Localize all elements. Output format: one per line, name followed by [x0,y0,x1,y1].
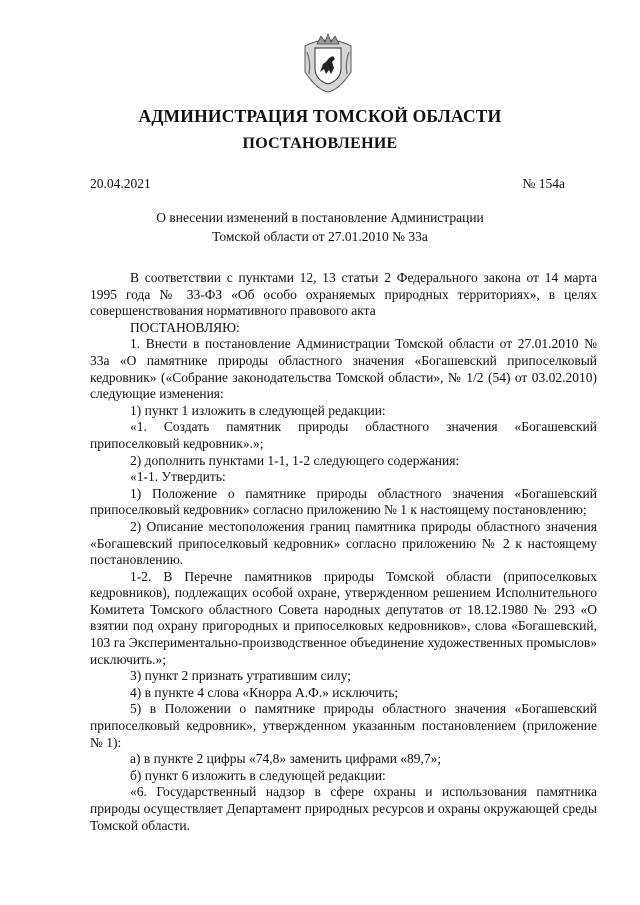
body-paragraph: «1-1. Утвердить: [130,469,226,485]
body-paragraph: 4) в пункте 4 слова «Кнорра А.Ф.» исключить; [130,684,399,700]
body-paragraph: 1) Положение о памятнике природы областного значения «Богашевский припоселковый кедровник» согласно приложению № 1 к настоящему постановлению; [90,485,597,518]
body-paragraph: «6. Государственный надзор в сфере охраны и использования памятника природы осуществляет Департамент природных ресурсов и охраны окружающей среды Томской области. [90,784,597,833]
body-paragraph: 2) Описание местоположения границ памятника природы областного значения «Богашевский припоселковый кедровник» согласно приложению № 2 к настоящему постановлению. [90,518,597,568]
body-paragraph: 1. Внести в постановление Администрации Томской области от 27.01.2010 № 33а «О памятнике природы областного значения «Богашевский припоселковый кедровник» («Собрание законодательства Томской области», № 1/2 (54) от 03.02.2010) следующие изменения: [90,336,597,402]
body-paragraph: 5) в Положении о памятнике природы областного значения «Богашевский припоселковый кедровник», утвержденном указанным постановлением (приложение № 1): [90,701,597,750]
document-subject [0,208,640,246]
coat-of-arms-icon [299,32,357,94]
document-type: ПОСТАНОВЛЕНИЕ [242,135,398,152]
body-paragraph: б) пункт 6 изложить в следующей редакции: [130,767,386,783]
body-paragraph: ПОСТАНОВЛЯЮ: [130,319,240,335]
subject-line: Томской области от 27.01.2010 № 33а [212,229,428,244]
body-paragraph: «1. Создать памятник природы областного значения «Богашевский припоселковый кедровник».»; [90,419,597,451]
body-paragraph: а) в пункте 2 цифры «74,8» заменить цифрами «89,7»; [130,751,442,767]
document-date: 20.04.2021 [90,176,151,191]
subject-line: О внесении изменений в постановление Администрации [156,210,484,225]
organization-title: АДМИНИСТРАЦИЯ ТОМСКОЙ ОБЛАСТИ [138,106,502,126]
body-paragraph: 1-2. В Перечне памятников природы Томской области (припоселковых кедровников), подлежащих особой охране, утвержденном решением Исполнительного Комитета Томского областного Совета народных депутатов от 18.12.1980 № 293 «О взятии под охрану пригородных и припоселковых кедровников», слова «Богашевский, 103 га Экспериментально-производственное объединение художественных промыслов» исключить.»; [90,568,597,667]
body-paragraph: 1) пункт 1 изложить в следующей редакции: [130,402,386,418]
body-paragraph: 2) дополнить пунктами 1-1, 1-2 следующего содержания: [130,452,460,468]
document-body [90,270,597,834]
body-paragraph: В соответствии с пунктами 12, 13 статьи 2 Федерального закона от 14 марта 1995 года № 33-ФЗ «Об особо охраняемых природных территориях», в целях совершенствования нормативного правового акта [90,270,597,319]
document-number: № 154а [522,176,565,191]
body-paragraph: 3) пункт 2 признать утратившим силу; [130,668,351,684]
